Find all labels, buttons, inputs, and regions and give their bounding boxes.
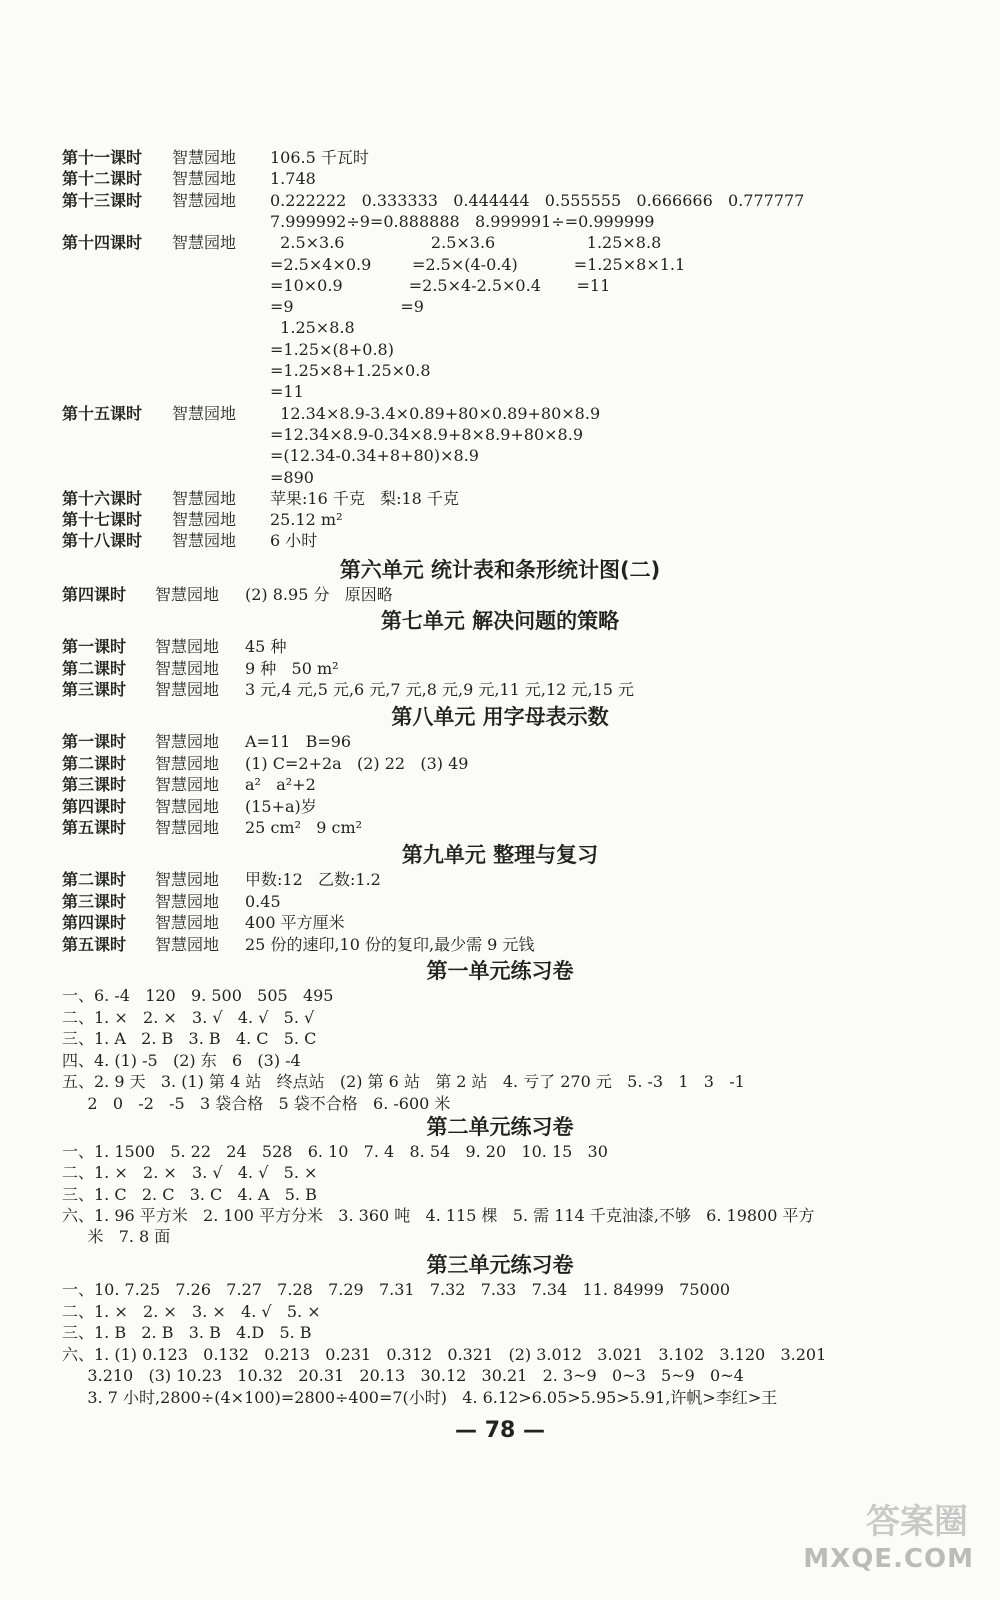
exercise-line: 三、1. A 2. B 3. B 4. C 5. C [62,1029,317,1048]
lesson-label: 第十三课时 [62,190,143,210]
lesson-label: 第十七课时 [62,510,143,530]
lesson-sublabel: 智慧园地 [172,148,237,167]
heading-exercise-1: 第一单元练习卷 [426,959,574,983]
lesson-sublabel: 智慧园地 [155,732,220,751]
lesson-label: 第一课时 [62,732,127,751]
answer-text: (1) C=2+2a (2) 22 (3) 49 [245,753,469,773]
heading-exercise-3: 第三单元练习卷 [426,1253,574,1277]
exercise-line: 3. 7 小时,2800÷(4×100)=2800÷400=7(小时) 4. 6.12>6.05>5.95>5.91,许帆>李红>王 [62,1387,778,1407]
answer-text: 25 份的速印,10 份的复印,最少需 9 元钱 [245,934,535,954]
exercise-line: 三、1. C 2. C 3. C 4. A 5. B [62,1184,317,1204]
answer-text: 25.12 m² [270,510,343,530]
lesson-label: 第十二课时 [62,169,143,189]
lesson-sublabel: 智慧园地 [155,680,220,699]
lesson-sublabel: 智慧园地 [155,818,220,837]
answer-text: =9 =9 [270,297,424,317]
lesson-sublabel: 智慧园地 [155,585,220,604]
lesson-label: 第二课时 [62,753,127,773]
lesson-sublabel: 智慧园地 [172,531,237,551]
lesson-label: 第十五课时 [62,403,143,423]
answer-text: 6 小时 [270,531,318,551]
heading-unit6: 第六单元 统计表和条形统计图(二) [339,558,661,582]
heading-unit9: 第九单元 整理与复习 [401,843,599,867]
lesson-sublabel: 智慧园地 [155,913,220,932]
heading-exercise-2: 第二单元练习卷 [426,1115,574,1139]
answer-text: =1.25×8+1.25×0.8 [270,361,431,380]
lesson-sublabel: 智慧园地 [155,796,220,816]
exercise-line: 2 0 -2 -5 3 袋合格 5 袋不合格 6. -600 米 [62,1093,451,1113]
exercise-line: 四、4. (1) -5 (2) 东 6 (3) -4 [62,1050,301,1070]
answer-text: 7.999992÷9=0.888888 8.999991÷=0.999999 [270,211,655,231]
lesson-sublabel: 智慧园地 [172,233,237,253]
page-number: — 78 — [455,1418,545,1443]
answer-text: 45 种 [245,637,287,656]
watermark [803,1494,974,1574]
answer-text: A=11 B=96 [245,732,352,751]
lesson-sublabel: 智慧园地 [172,190,237,210]
lesson-label: 第三课时 [62,891,127,911]
lesson-label: 第十四课时 [62,233,143,253]
lesson-sublabel: 智慧园地 [155,753,220,773]
answer-text: 0.222222 0.333333 0.444444 0.555555 0.666666 0.777777 [270,190,805,210]
exercise-line: 二、1. × 2. × 3. √ 4. √ 5. √ [62,1007,315,1027]
answer-text: =890 [270,467,314,487]
lesson-label: 第三课时 [62,680,127,699]
lesson-sublabel: 智慧园地 [172,488,237,508]
answer-text: 1.748 [270,169,316,189]
exercise-line: 六、1. (1) 0.123 0.132 0.213 0.231 0.312 0.321 (2) 3.012 3.021 3.102 3.120 3.201 [62,1344,827,1364]
answer-text: (15+a)岁 [245,796,317,816]
answer-text: =(12.34-0.34+8+80)×8.9 [270,446,479,466]
lesson-label: 第四课时 [62,796,127,816]
exercise-line: 六、1. 96 平方米 2. 100 平方分米 3. 360 吨 4. 115 棵 5. 需 114 千克油漆,不够 6. 19800 平方 [62,1205,815,1225]
exercise-line: 五、2. 9 天 3. (1) 第 4 站 终点站 (2) 第 6 站 第 2 站 4. 亏了 270 元 5. -3 1 3 -1 [62,1072,745,1091]
exercise-line: 3.210 (3) 10.23 10.32 20.31 20.13 30.12 30.21 2. 3~9 0~3 5~9 0~4 [62,1366,744,1385]
exercise-line: 三、1. B 2. B 3. B 4.D 5. B [62,1323,312,1342]
exercise-line: 一、10. 7.25 7.26 7.27 7.28 7.29 7.31 7.32 7.33 7.34 11. 84999 75000 [62,1280,731,1299]
exercise-line: 二、1. × 2. × 3. × 4. √ 5. × [62,1301,321,1321]
lesson-label: 第一课时 [62,637,127,656]
lesson-label: 第十六课时 [62,488,143,508]
answer-text: 106.5 千瓦时 [270,148,369,167]
answer-text: 0.45 [245,891,281,911]
answer-text: =12.34×8.9-0.34×8.9+8×8.9+80×8.9 [270,424,583,444]
lesson-label: 第二课时 [62,658,127,678]
lesson-sublabel: 智慧园地 [155,775,220,794]
answer-text: 12.34×8.9-3.4×0.89+80×0.89+80×8.9 [270,403,601,423]
heading-unit8: 第八单元 用字母表示数 [391,705,609,729]
answer-text: 25 cm² 9 cm² [245,818,363,837]
lesson-label: 第十一课时 [62,148,143,167]
answer-text: =10×0.9 =2.5×4-2.5×0.4 =11 [270,275,611,295]
answer-text: a² a²+2 [245,775,316,794]
lesson-label: 第五课时 [62,818,127,837]
lesson-label: 第五课时 [62,934,127,954]
lesson-sublabel: 智慧园地 [155,870,220,889]
lesson-sublabel: 智慧园地 [172,169,237,189]
answer-text: 1.25×8.8 [270,318,355,338]
answer-text: 2.5×3.6 2.5×3.6 1.25×8.8 [270,233,662,253]
lesson-label: 第二课时 [62,870,127,889]
answer-text: 400 平方厘米 [245,913,345,932]
watermark-site: MXQE.COM [803,1544,974,1574]
lesson-sublabel: 智慧园地 [155,891,220,911]
answer-text: 3 元,4 元,5 元,6 元,7 元,8 元,9 元,11 元,12 元,15 元 [245,680,634,699]
lesson-sublabel: 智慧园地 [155,934,220,954]
lesson-label: 第四课时 [62,913,127,932]
watermark-logo: 答案圈 [866,1502,968,1542]
answer-text: (2) 8.95 分 原因略 [245,585,393,604]
answer-text: =11 [270,382,304,402]
heading-unit7: 第七单元 解决问题的策略 [380,609,620,633]
answer-text: =1.25×(8+0.8) [270,339,394,359]
answer-text: 9 种 50 m² [245,658,339,678]
lesson-label: 第四课时 [62,585,127,604]
exercise-line: 一、6. -4 120 9. 500 505 495 [62,986,334,1005]
lesson-label: 第十八课时 [62,531,143,551]
lesson-sublabel: 智慧园地 [155,637,220,656]
exercise-line: 二、1. × 2. × 3. √ 4. √ 5. × [62,1163,318,1183]
lesson-label: 第三课时 [62,775,127,794]
lesson-sublabel: 智慧园地 [172,510,237,530]
answer-text: 甲数:12 乙数:1.2 [245,870,381,889]
answer-text: 苹果:16 千克 梨:18 千克 [270,488,459,508]
exercise-line: 一、1. 1500 5. 22 24 528 6. 10 7. 4 8. 54 9. 20 10. 15 30 [62,1142,608,1161]
lesson-sublabel: 智慧园地 [172,403,237,423]
lesson-sublabel: 智慧园地 [155,658,220,678]
exercise-line: 米 7. 8 面 [62,1227,171,1247]
answer-text: =2.5×4×0.9 =2.5×(4-0.4) =1.25×8×1.1 [270,254,686,274]
